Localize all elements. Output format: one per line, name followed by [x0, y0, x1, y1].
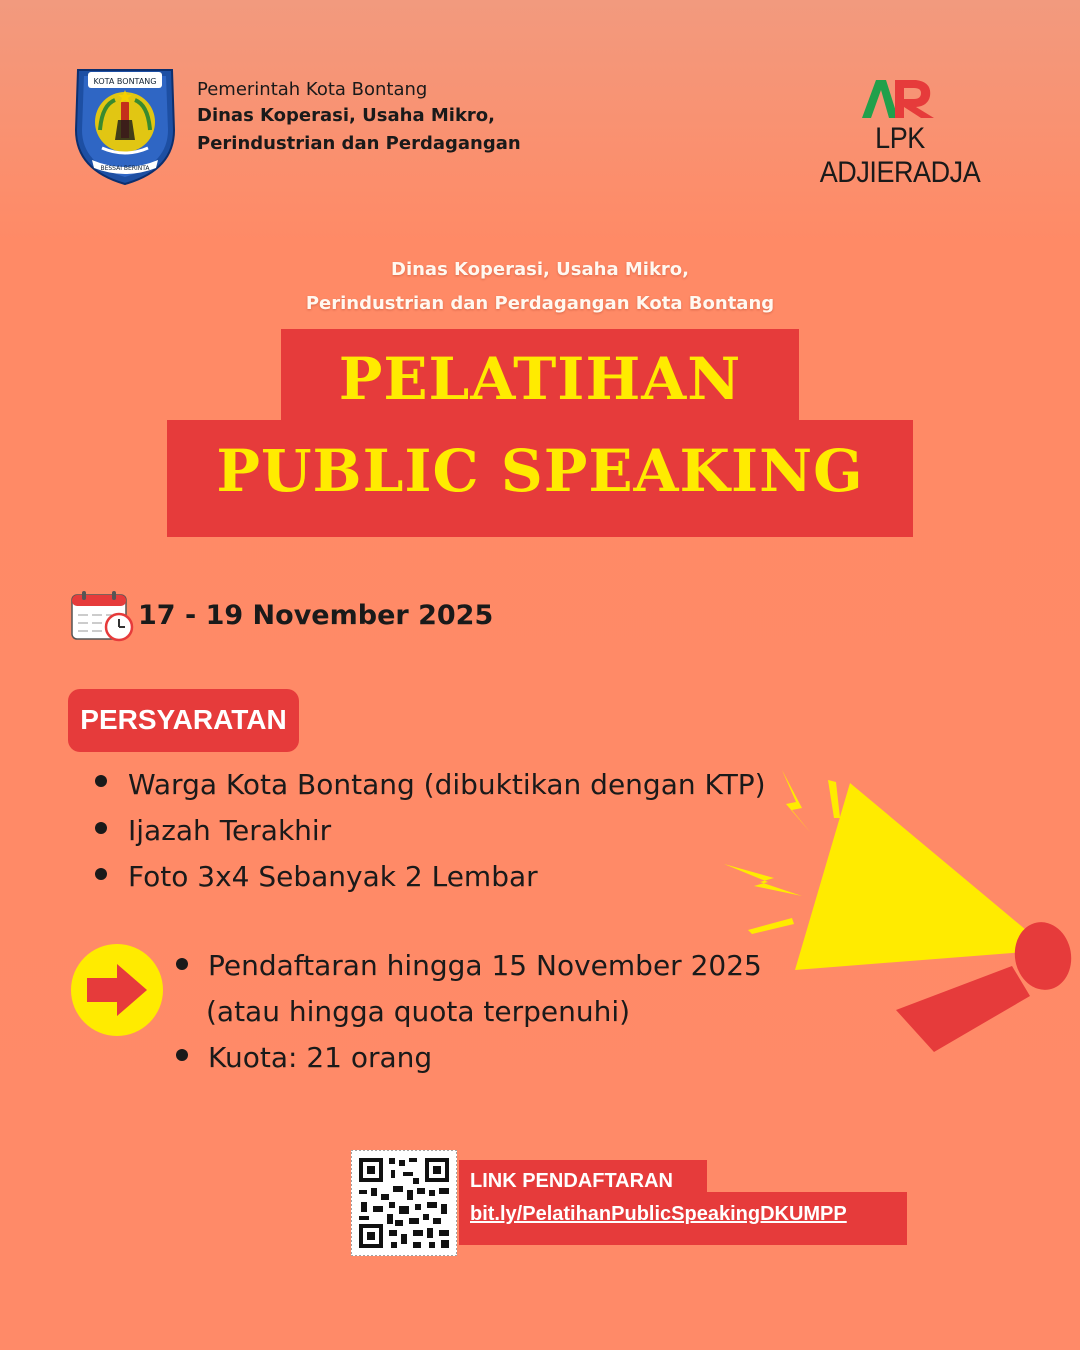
registration-link[interactable]: bit.ly/PelatihanPublicSpeakingDKUMPP	[470, 1203, 847, 1225]
government-header	[197, 78, 521, 158]
gov-city-label: Pemerintah Kota Bontang	[197, 79, 428, 100]
registration-quota: Kuota: 21 orang	[208, 1041, 433, 1074]
requirements-heading: PERSYARATAN	[80, 704, 287, 735]
subtitle-line2: Perindustrian dan Perdagangan Kota Bontang	[305, 293, 775, 314]
gov-agency-line2: Perindustrian dan Perdagangan	[197, 133, 521, 154]
requirement-item: Foto 3x4 Sebanyak 2 Lembar	[128, 860, 538, 893]
megaphone-icon	[720, 770, 1080, 1060]
requirement-item: Ijazah Terakhir	[128, 814, 332, 847]
requirement-item: Warga Kota Bontang (dibuktikan dengan KTP)	[128, 768, 766, 801]
emblem-top-text: KOTA BONTANG	[93, 77, 157, 86]
subtitle-line1: Dinas Koperasi, Usaha Mikro,	[391, 259, 689, 280]
kota-bontang-emblem-icon	[70, 60, 180, 186]
bullet-dot	[95, 775, 107, 787]
title-line2: PUBLIC SPEAKING	[216, 437, 864, 505]
arrow-right-icon	[71, 944, 163, 1036]
lpk-ar-logo-icon	[858, 74, 938, 122]
bullet-dot	[176, 1049, 188, 1061]
title-line1: PELATIHAN	[338, 345, 742, 413]
qr-code-icon[interactable]	[351, 1150, 457, 1256]
registration-deadline: Pendaftaran hingga 15 November 2025	[208, 949, 762, 982]
emblem-bottom-text: BESSAI BERINTA	[100, 165, 150, 172]
bullet-dot	[176, 958, 188, 970]
gov-agency-line1: Dinas Koperasi, Usaha Mikro,	[197, 105, 495, 126]
bullet-dot	[95, 868, 107, 880]
calendar-clock-icon	[70, 590, 136, 642]
link-label: LINK PENDAFTARAN	[470, 1170, 673, 1192]
registration-deadline-note: (atau hingga quota terpenuhi)	[206, 995, 631, 1028]
event-date: 17 - 19 November 2025	[138, 600, 494, 631]
bullet-dot	[95, 822, 107, 834]
lpk-name: LPK ADJIERADJA	[819, 122, 981, 189]
